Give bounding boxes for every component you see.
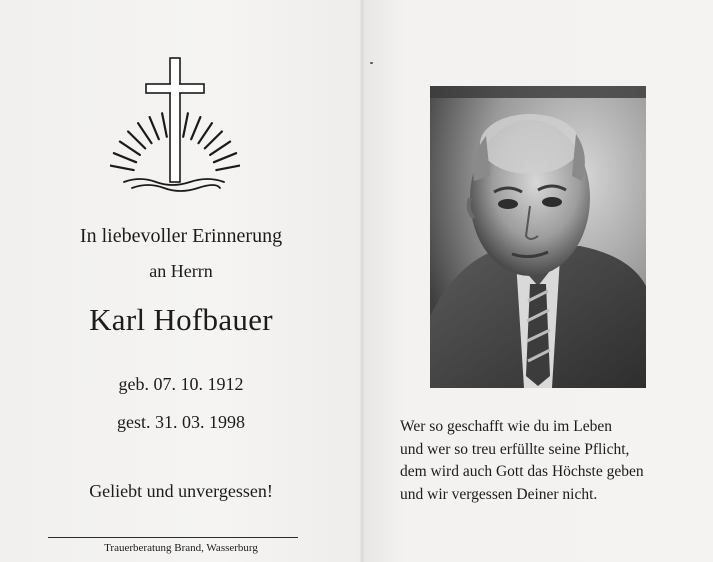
sun-ray [150,117,159,139]
sun-ray [205,132,222,149]
sun-ray [114,153,136,162]
paper-speck [370,62,373,64]
sun-ray [138,123,151,143]
deceased-name: Karl Hofbauer [89,302,273,337]
poem-line: dem wird auch Gott das Höchste geben [400,463,644,480]
sun-ray [183,113,188,137]
sun-ray [199,123,212,143]
portrait-photo-icon [430,86,646,388]
printer-credit: Trauerberatung Brand, Wasserburg [104,542,258,554]
birth-date: geb. 07. 10. 1912 [118,374,244,394]
sun-ray [191,117,200,139]
sun-ray [162,113,167,137]
divider-line [48,537,298,538]
salutation-text: an Herrn [149,261,213,281]
intro-text: In liebevoller Erinnerung [79,225,283,247]
memorial-poem [400,416,700,506]
sun-ray [216,166,240,171]
sun-ray [110,166,134,171]
poem-line: und wir vergessen Deiner nicht. [400,485,598,503]
sun-ray [214,153,236,162]
poem-line: und wer so treu erfüllte seine Pflicht, [400,440,630,458]
sun-ray [210,142,230,155]
card-fold [360,0,364,562]
death-date: gest. 31. 03. 1998 [117,412,245,432]
sun-ray [128,132,145,149]
sun-ray [120,142,140,155]
cross-sunrise-icon [110,54,240,196]
motto-text: Geliebt und unvergessen! [89,481,273,501]
poem-line: Wer so geschafft wie du im Leben [400,418,612,435]
portrait-photo [430,86,646,388]
